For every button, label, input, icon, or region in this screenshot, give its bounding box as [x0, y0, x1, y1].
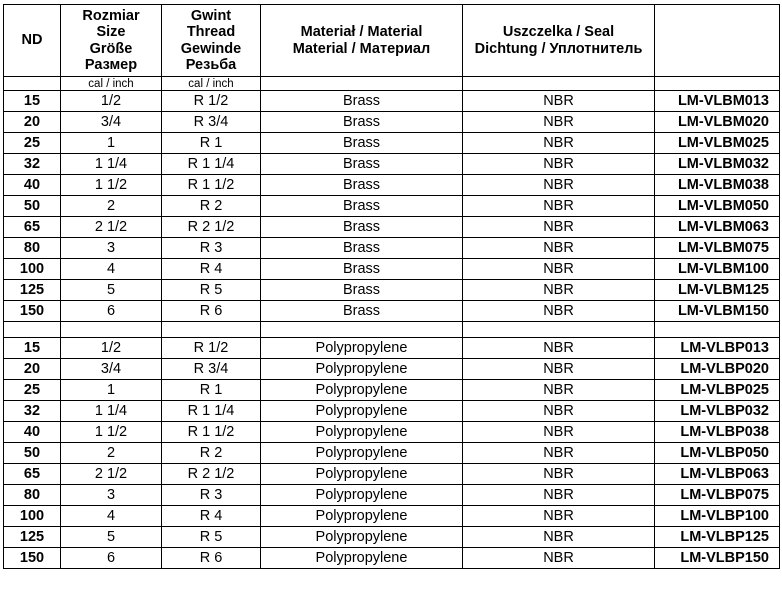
nd-cell: 125	[4, 527, 61, 548]
polypropylene-row	[4, 443, 780, 464]
seal-cell: NBR	[463, 301, 655, 322]
material-cell: Polypropylene	[261, 548, 463, 569]
brass-row	[4, 133, 780, 154]
polypropylene-row	[4, 506, 780, 527]
units-seal	[463, 77, 655, 91]
seal-cell: NBR	[463, 217, 655, 238]
seal-cell: NBR	[463, 380, 655, 401]
header-thread-line: Gewinde	[180, 40, 242, 57]
polypropylene-row	[4, 380, 780, 401]
seal-cell: NBR	[463, 506, 655, 527]
size-cell: 3	[61, 485, 162, 506]
material-cell: Polypropylene	[261, 359, 463, 380]
header-seal-line: Uszczelka / Seal	[502, 24, 615, 40]
header-thread-line: Thread	[186, 24, 236, 40]
product-code-cell: LM-VLBM013	[655, 91, 780, 112]
brass-row	[4, 280, 780, 301]
brass-row	[4, 112, 780, 133]
seal-cell: NBR	[463, 259, 655, 280]
polypropylene-row	[4, 527, 780, 548]
product-code-cell: LM-VLBP013	[655, 338, 780, 359]
header-size-line: Размер	[84, 57, 138, 73]
nd-cell: 65	[4, 217, 61, 238]
thread-cell: R 3	[162, 485, 261, 506]
product-code-cell: LM-VLBP063	[655, 464, 780, 485]
size-cell: 2	[61, 196, 162, 217]
header-nd: ND	[4, 5, 61, 77]
seal-cell: NBR	[463, 338, 655, 359]
separator-row	[4, 322, 780, 338]
thread-cell: R 3/4	[162, 112, 261, 133]
brass-row	[4, 154, 780, 175]
size-cell: 1 1/2	[61, 175, 162, 196]
seal-cell: NBR	[463, 154, 655, 175]
polypropylene-row	[4, 464, 780, 485]
units-material	[261, 77, 463, 91]
seal-cell: NBR	[463, 359, 655, 380]
spec-table-container	[3, 4, 780, 569]
nd-cell: 100	[4, 506, 61, 527]
product-code-cell: LM-VLBM150	[655, 301, 780, 322]
thread-cell: R 4	[162, 259, 261, 280]
product-code-cell: LM-VLBM100	[655, 259, 780, 280]
separator-cell	[655, 322, 780, 338]
thread-cell: R 2	[162, 443, 261, 464]
header-size-line: Größe	[89, 40, 133, 57]
size-cell: 5	[61, 280, 162, 301]
product-code-cell: LM-VLBM020	[655, 112, 780, 133]
nd-cell: 150	[4, 301, 61, 322]
nd-cell: 32	[4, 401, 61, 422]
header-code	[655, 5, 780, 77]
thread-cell: R 6	[162, 548, 261, 569]
size-cell: 1	[61, 380, 162, 401]
material-cell: Polypropylene	[261, 380, 463, 401]
header-material-line: Material / Материал	[292, 40, 431, 57]
material-cell: Brass	[261, 133, 463, 154]
seal-cell: NBR	[463, 91, 655, 112]
size-cell: 1 1/4	[61, 154, 162, 175]
size-cell: 2	[61, 443, 162, 464]
brass-row	[4, 301, 780, 322]
nd-cell: 80	[4, 485, 61, 506]
units-thread: cal / inch	[162, 77, 261, 91]
size-cell: 1 1/4	[61, 401, 162, 422]
product-code-cell: LM-VLBM063	[655, 217, 780, 238]
material-cell: Polypropylene	[261, 401, 463, 422]
material-cell: Brass	[261, 280, 463, 301]
size-cell: 1 1/2	[61, 422, 162, 443]
seal-cell: NBR	[463, 443, 655, 464]
product-code-cell: LM-VLBP150	[655, 548, 780, 569]
seal-cell: NBR	[463, 175, 655, 196]
size-cell: 4	[61, 259, 162, 280]
header-material	[261, 5, 463, 77]
thread-cell: R 5	[162, 280, 261, 301]
thread-cell: R 1/2	[162, 338, 261, 359]
nd-cell: 100	[4, 259, 61, 280]
nd-cell: 20	[4, 112, 61, 133]
material-cell: Polypropylene	[261, 464, 463, 485]
size-cell: 3/4	[61, 359, 162, 380]
seal-cell: NBR	[463, 548, 655, 569]
polypropylene-row	[4, 359, 780, 380]
thread-cell: R 2 1/2	[162, 464, 261, 485]
brass-row	[4, 175, 780, 196]
polypropylene-row	[4, 338, 780, 359]
product-code-cell: LM-VLBM050	[655, 196, 780, 217]
material-cell: Brass	[261, 301, 463, 322]
nd-cell: 25	[4, 133, 61, 154]
product-code-cell: LM-VLBM038	[655, 175, 780, 196]
size-cell: 6	[61, 548, 162, 569]
thread-cell: R 2 1/2	[162, 217, 261, 238]
seal-cell: NBR	[463, 238, 655, 259]
product-code-cell: LM-VLBM075	[655, 238, 780, 259]
polypropylene-row	[4, 422, 780, 443]
material-cell: Brass	[261, 196, 463, 217]
nd-cell: 15	[4, 91, 61, 112]
thread-cell: R 1	[162, 133, 261, 154]
nd-cell: 25	[4, 380, 61, 401]
header-thread-line: Резьба	[185, 57, 237, 73]
header-thread	[162, 5, 261, 77]
nd-cell: 125	[4, 280, 61, 301]
nd-cell: 32	[4, 154, 61, 175]
size-cell: 1	[61, 133, 162, 154]
brass-row	[4, 217, 780, 238]
separator-cell	[162, 322, 261, 338]
header-material-line: Materiał / Material	[300, 24, 423, 40]
material-cell: Polypropylene	[261, 506, 463, 527]
thread-cell: R 1 1/2	[162, 175, 261, 196]
material-cell: Brass	[261, 112, 463, 133]
seal-cell: NBR	[463, 485, 655, 506]
thread-cell: R 3/4	[162, 359, 261, 380]
nd-cell: 150	[4, 548, 61, 569]
product-code-cell: LM-VLBP125	[655, 527, 780, 548]
material-cell: Polypropylene	[261, 527, 463, 548]
nd-cell: 50	[4, 443, 61, 464]
nd-cell: 40	[4, 175, 61, 196]
material-cell: Brass	[261, 91, 463, 112]
thread-cell: R 3	[162, 238, 261, 259]
units-code	[655, 77, 780, 91]
material-cell: Polypropylene	[261, 422, 463, 443]
units-nd	[4, 77, 61, 91]
seal-cell: NBR	[463, 133, 655, 154]
thread-cell: R 6	[162, 301, 261, 322]
product-code-cell: LM-VLBP032	[655, 401, 780, 422]
nd-cell: 65	[4, 464, 61, 485]
size-cell: 5	[61, 527, 162, 548]
product-code-cell: LM-VLBP025	[655, 380, 780, 401]
product-code-cell: LM-VLBM025	[655, 133, 780, 154]
separator-cell	[61, 322, 162, 338]
thread-cell: R 1	[162, 380, 261, 401]
thread-cell: R 2	[162, 196, 261, 217]
header-row	[4, 5, 780, 77]
material-cell: Polypropylene	[261, 485, 463, 506]
product-code-cell: LM-VLBM125	[655, 280, 780, 301]
nd-cell: 80	[4, 238, 61, 259]
header-seal-line: Dichtung / Уплотнитель	[474, 40, 643, 57]
material-cell: Brass	[261, 175, 463, 196]
size-cell: 2 1/2	[61, 464, 162, 485]
product-code-cell: LM-VLBP020	[655, 359, 780, 380]
size-cell: 1/2	[61, 338, 162, 359]
size-cell: 1/2	[61, 91, 162, 112]
header-size-line: Size	[96, 24, 126, 40]
product-code-cell: LM-VLBP038	[655, 422, 780, 443]
polypropylene-row	[4, 548, 780, 569]
separator-cell	[261, 322, 463, 338]
brass-row	[4, 259, 780, 280]
seal-cell: NBR	[463, 401, 655, 422]
product-code-cell: LM-VLBP100	[655, 506, 780, 527]
brass-row	[4, 91, 780, 112]
header-size	[61, 5, 162, 77]
spec-table	[3, 4, 780, 569]
material-cell: Brass	[261, 217, 463, 238]
thread-cell: R 1 1/2	[162, 422, 261, 443]
seal-cell: NBR	[463, 196, 655, 217]
size-cell: 6	[61, 301, 162, 322]
material-cell: Polypropylene	[261, 443, 463, 464]
material-cell: Brass	[261, 259, 463, 280]
material-cell: Brass	[261, 238, 463, 259]
nd-cell: 15	[4, 338, 61, 359]
seal-cell: NBR	[463, 527, 655, 548]
thread-cell: R 1 1/4	[162, 154, 261, 175]
size-cell: 4	[61, 506, 162, 527]
separator-cell	[4, 322, 61, 338]
header-size-line: Rozmiar	[82, 7, 140, 24]
product-code-cell: LM-VLBP050	[655, 443, 780, 464]
nd-cell: 40	[4, 422, 61, 443]
material-cell: Polypropylene	[261, 338, 463, 359]
units-row	[4, 77, 780, 91]
units-size: cal / inch	[61, 77, 162, 91]
nd-cell: 20	[4, 359, 61, 380]
seal-cell: NBR	[463, 422, 655, 443]
size-cell: 2 1/2	[61, 217, 162, 238]
thread-cell: R 4	[162, 506, 261, 527]
thread-cell: R 5	[162, 527, 261, 548]
brass-row	[4, 196, 780, 217]
product-code-cell: LM-VLBP075	[655, 485, 780, 506]
product-code-cell: LM-VLBM032	[655, 154, 780, 175]
seal-cell: NBR	[463, 280, 655, 301]
size-cell: 3/4	[61, 112, 162, 133]
nd-cell: 50	[4, 196, 61, 217]
brass-row	[4, 238, 780, 259]
size-cell: 3	[61, 238, 162, 259]
material-cell: Brass	[261, 154, 463, 175]
seal-cell: NBR	[463, 464, 655, 485]
header-thread-line: Gwint	[190, 7, 232, 24]
polypropylene-row	[4, 401, 780, 422]
header-seal	[463, 5, 655, 77]
thread-cell: R 1/2	[162, 91, 261, 112]
seal-cell: NBR	[463, 112, 655, 133]
separator-cell	[463, 322, 655, 338]
polypropylene-row	[4, 485, 780, 506]
thread-cell: R 1 1/4	[162, 401, 261, 422]
